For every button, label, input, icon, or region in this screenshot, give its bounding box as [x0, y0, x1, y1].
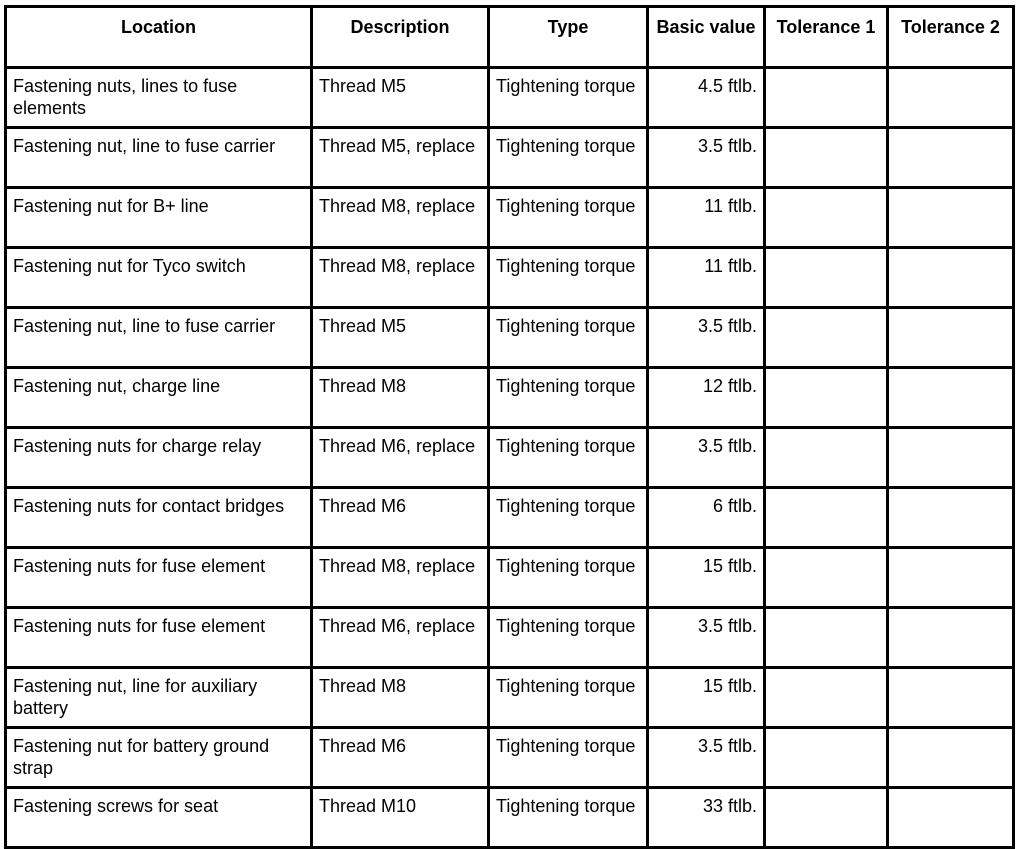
- table-row: [6, 248, 1014, 308]
- basic-value-cell: 4.5 ftlb.: [648, 68, 765, 128]
- description-cell: Thread M5: [312, 308, 489, 368]
- location-cell: Fastening nuts, lines to fuse elements: [6, 68, 312, 128]
- description-cell: Thread M5, replace: [312, 128, 489, 188]
- location-cell: Fastening nut, line to fuse carrier: [6, 308, 312, 368]
- table-row: [6, 728, 1014, 788]
- basic-value-cell: 12 ftlb.: [648, 368, 765, 428]
- tolerance-2-cell: [888, 488, 1014, 548]
- table-row: [6, 188, 1014, 248]
- table-row: [6, 368, 1014, 428]
- header-basic-value: Basic value: [648, 7, 765, 68]
- description-cell: Thread M6, replace: [312, 428, 489, 488]
- type-cell: Tightening torque: [489, 488, 648, 548]
- type-cell: Tightening torque: [489, 128, 648, 188]
- description-cell: Thread M6: [312, 488, 489, 548]
- basic-value-cell: 3.5 ftlb.: [648, 728, 765, 788]
- description-cell: Thread M8: [312, 668, 489, 728]
- table-row: [6, 788, 1014, 848]
- table-row: [6, 308, 1014, 368]
- description-cell: Thread M5: [312, 68, 489, 128]
- tolerance-1-cell: [765, 608, 888, 668]
- type-cell: Tightening torque: [489, 788, 648, 848]
- location-cell: Fastening nuts for contact bridges: [6, 488, 312, 548]
- description-cell: Thread M8, replace: [312, 188, 489, 248]
- basic-value-cell: 3.5 ftlb.: [648, 308, 765, 368]
- description-cell: Thread M8, replace: [312, 548, 489, 608]
- basic-value-cell: 3.5 ftlb.: [648, 608, 765, 668]
- header-tolerance-1: Tolerance 1: [765, 7, 888, 68]
- location-cell: Fastening nut for B+ line: [6, 188, 312, 248]
- type-cell: Tightening torque: [489, 188, 648, 248]
- tolerance-1-cell: [765, 668, 888, 728]
- tolerance-1-cell: [765, 368, 888, 428]
- table-row: [6, 128, 1014, 188]
- tolerance-2-cell: [888, 248, 1014, 308]
- location-cell: Fastening nut, line for auxiliary battery: [6, 668, 312, 728]
- tolerance-1-cell: [765, 728, 888, 788]
- type-cell: Tightening torque: [489, 668, 648, 728]
- table-row: [6, 668, 1014, 728]
- location-cell: Fastening nut for battery ground strap: [6, 728, 312, 788]
- tolerance-2-cell: [888, 668, 1014, 728]
- description-cell: Thread M6, replace: [312, 608, 489, 668]
- type-cell: Tightening torque: [489, 548, 648, 608]
- tolerance-2-cell: [888, 548, 1014, 608]
- table-header-row: [6, 7, 1014, 68]
- tolerance-1-cell: [765, 188, 888, 248]
- tolerance-1-cell: [765, 488, 888, 548]
- location-cell: Fastening nut, line to fuse carrier: [6, 128, 312, 188]
- header-type: Type: [489, 7, 648, 68]
- type-cell: Tightening torque: [489, 608, 648, 668]
- table-row: [6, 488, 1014, 548]
- tolerance-2-cell: [888, 128, 1014, 188]
- location-cell: Fastening screws for seat: [6, 788, 312, 848]
- tolerance-2-cell: [888, 788, 1014, 848]
- location-cell: Fastening nut for Tyco switch: [6, 248, 312, 308]
- type-cell: Tightening torque: [489, 428, 648, 488]
- tolerance-1-cell: [765, 308, 888, 368]
- description-cell: Thread M8, replace: [312, 248, 489, 308]
- tolerance-2-cell: [888, 368, 1014, 428]
- tolerance-2-cell: [888, 728, 1014, 788]
- table-row: [6, 608, 1014, 668]
- tolerance-2-cell: [888, 188, 1014, 248]
- type-cell: Tightening torque: [489, 68, 648, 128]
- basic-value-cell: 33 ftlb.: [648, 788, 765, 848]
- basic-value-cell: 6 ftlb.: [648, 488, 765, 548]
- torque-spec-table: [4, 5, 1015, 849]
- basic-value-cell: 3.5 ftlb.: [648, 128, 765, 188]
- description-cell: Thread M6: [312, 728, 489, 788]
- basic-value-cell: 3.5 ftlb.: [648, 428, 765, 488]
- basic-value-cell: 11 ftlb.: [648, 248, 765, 308]
- description-cell: Thread M10: [312, 788, 489, 848]
- table-row: [6, 68, 1014, 128]
- tolerance-1-cell: [765, 68, 888, 128]
- table-body: [6, 68, 1014, 848]
- basic-value-cell: 15 ftlb.: [648, 548, 765, 608]
- basic-value-cell: 15 ftlb.: [648, 668, 765, 728]
- tolerance-1-cell: [765, 548, 888, 608]
- type-cell: Tightening torque: [489, 728, 648, 788]
- type-cell: Tightening torque: [489, 368, 648, 428]
- basic-value-cell: 11 ftlb.: [648, 188, 765, 248]
- location-cell: Fastening nuts for fuse element: [6, 608, 312, 668]
- tolerance-1-cell: [765, 788, 888, 848]
- tolerance-2-cell: [888, 308, 1014, 368]
- tolerance-1-cell: [765, 428, 888, 488]
- header-description: Description: [312, 7, 489, 68]
- tolerance-1-cell: [765, 248, 888, 308]
- tolerance-1-cell: [765, 128, 888, 188]
- table-row: [6, 548, 1014, 608]
- tolerance-2-cell: [888, 608, 1014, 668]
- type-cell: Tightening torque: [489, 308, 648, 368]
- header-tolerance-2: Tolerance 2: [888, 7, 1014, 68]
- table-row: [6, 428, 1014, 488]
- type-cell: Tightening torque: [489, 248, 648, 308]
- tolerance-2-cell: [888, 428, 1014, 488]
- tolerance-2-cell: [888, 68, 1014, 128]
- location-cell: Fastening nuts for charge relay: [6, 428, 312, 488]
- location-cell: Fastening nuts for fuse element: [6, 548, 312, 608]
- location-cell: Fastening nut, charge line: [6, 368, 312, 428]
- header-location: Location: [6, 7, 312, 68]
- description-cell: Thread M8: [312, 368, 489, 428]
